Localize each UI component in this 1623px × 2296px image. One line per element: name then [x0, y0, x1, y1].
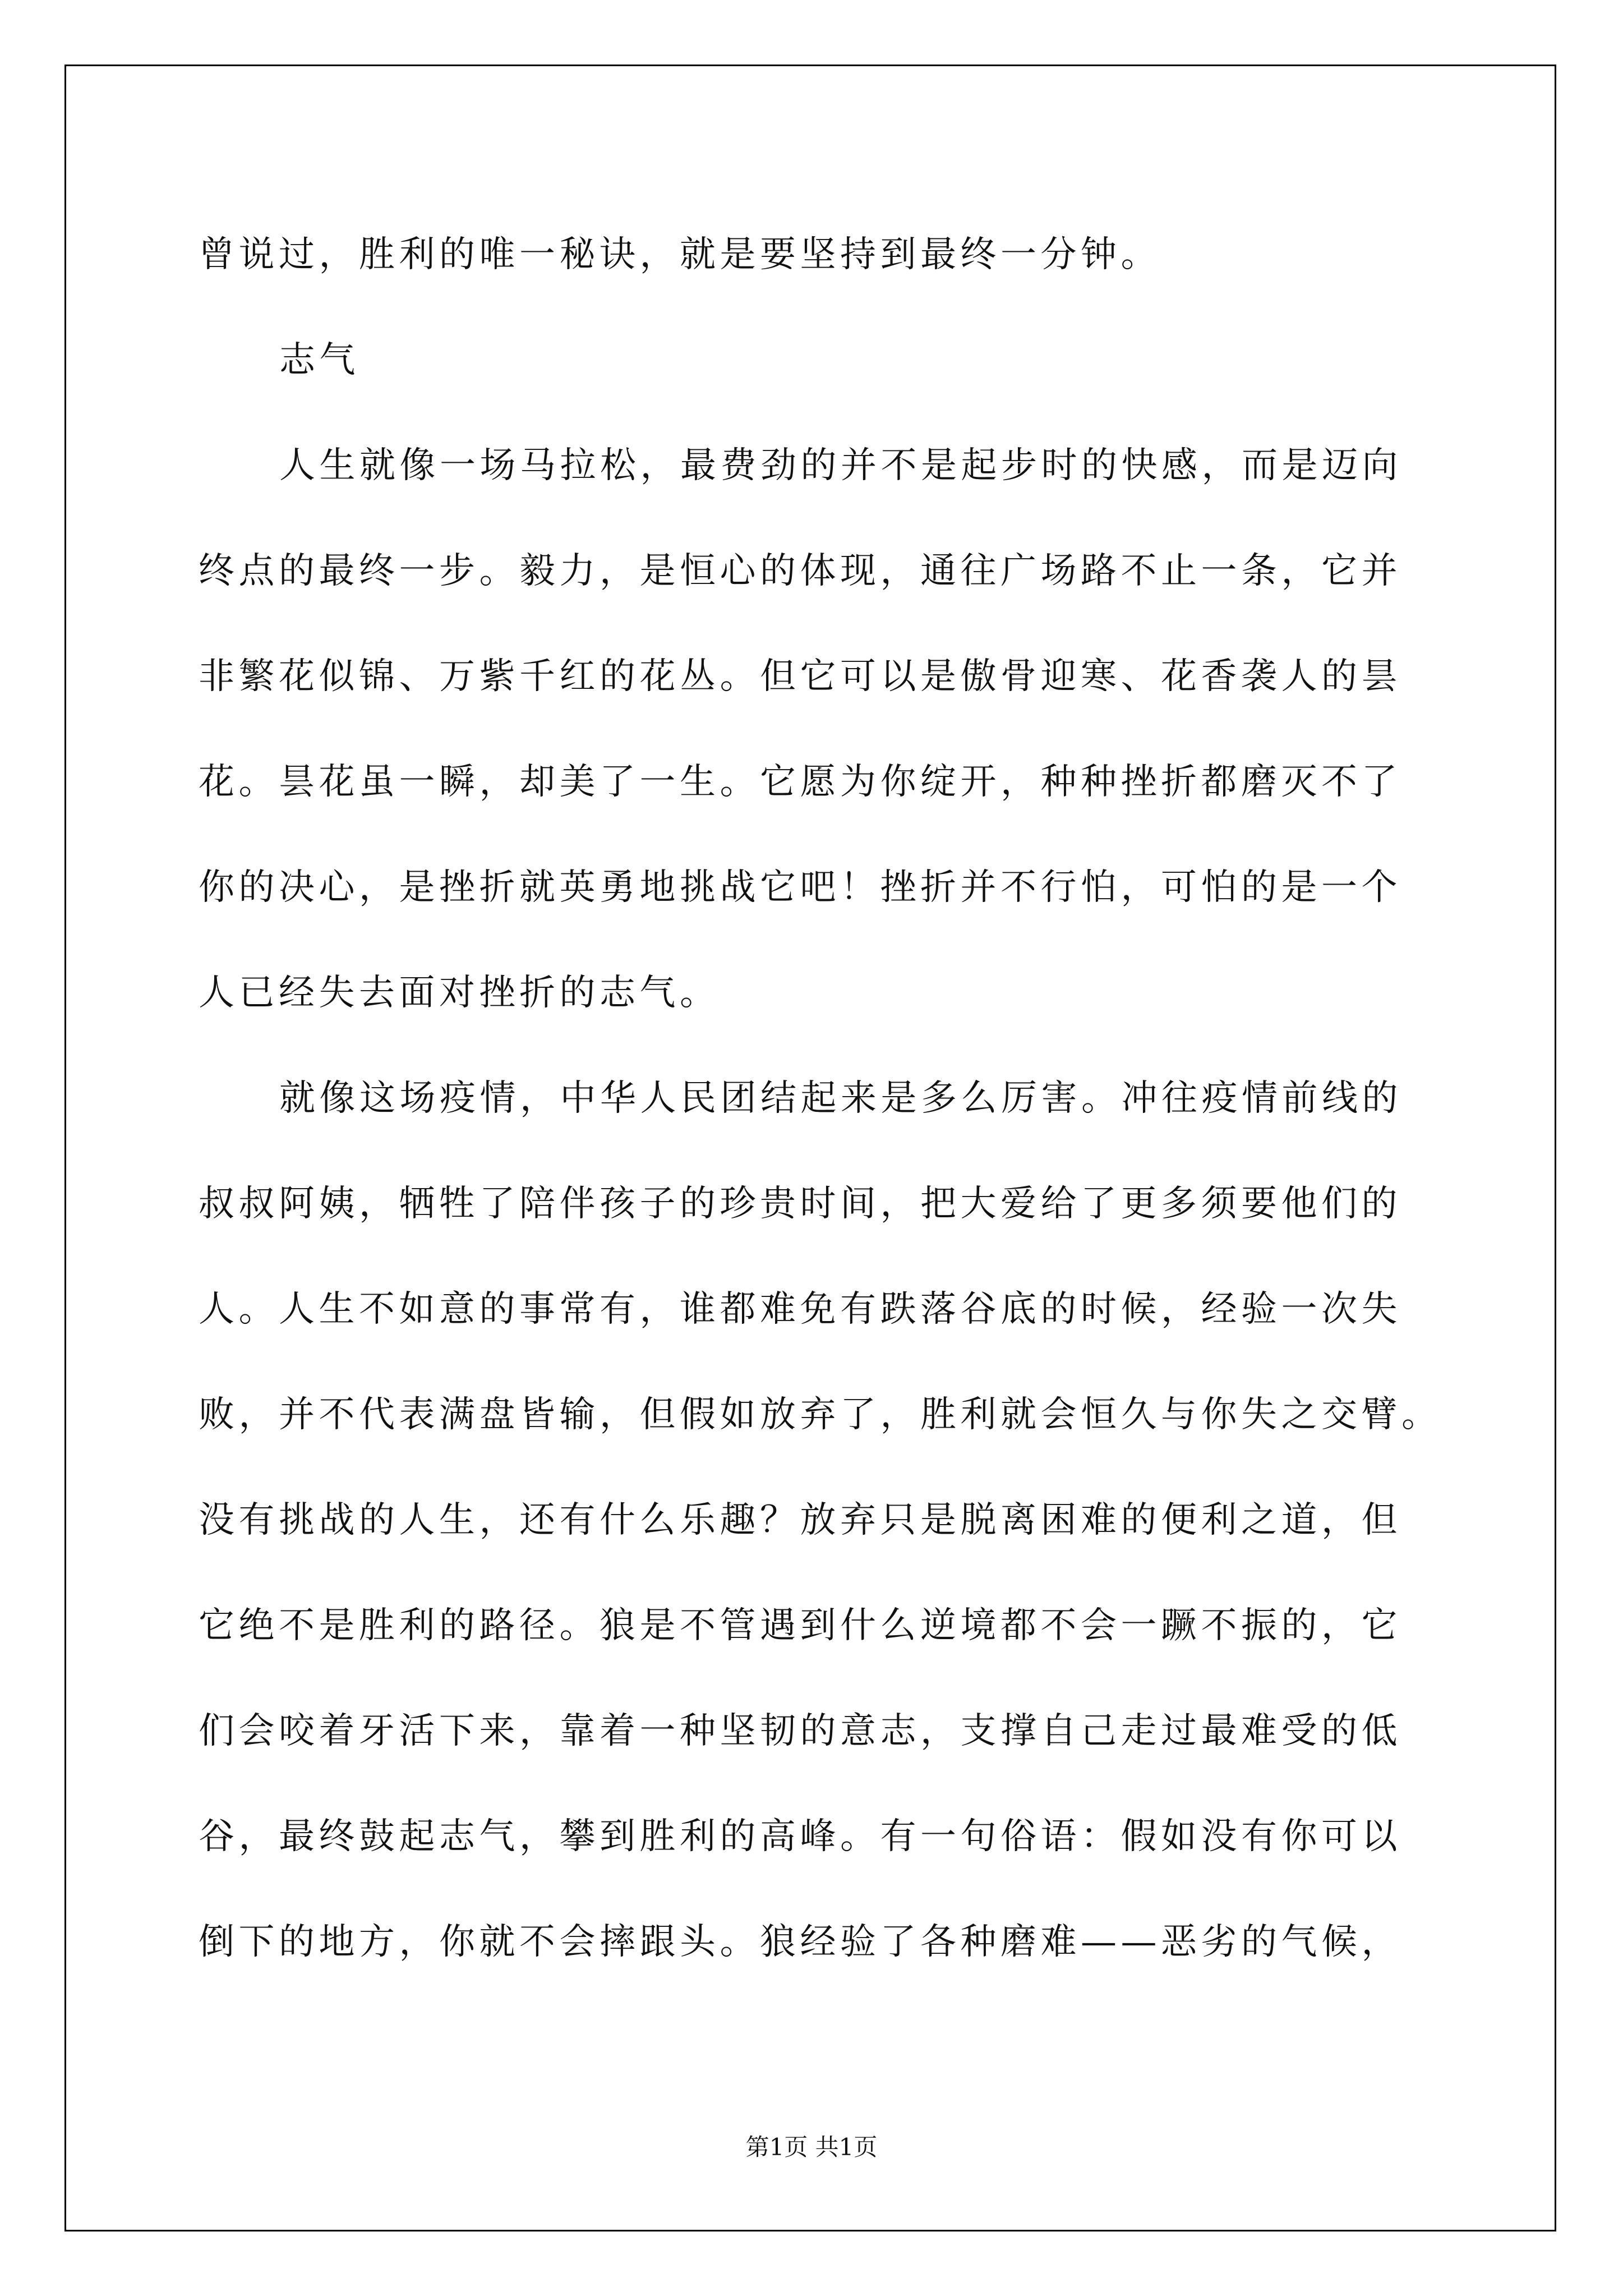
text-line: 就像这场疫情，中华人民团结起来是多么厉害。冲往疫情前线的 — [279, 1078, 1402, 1119]
text-line: 败，并不代表满盘皆输，但假如放弃了，胜利就会恒久与你失之交臂。 — [199, 1394, 1442, 1435]
text-line: 叔叔阿姨，牺牲了陪伴孩子的珍贵时间，把大爱给了更多须要他们的 — [199, 1183, 1401, 1225]
document-body — [199, 202, 1442, 1995]
text-line: 你的决心，是挫折就英勇地挑战它吧！挫折并不行怕，可怕的是一个 — [199, 867, 1401, 908]
text-line: 花。昙花虽一瞬，却美了一生。它愿为你绽开，种种挫折都磨灭不了 — [199, 761, 1401, 803]
text-line: 们会咬着牙活下来，靠着一种坚韧的意志，支撑自己走过最难受的低 — [199, 1710, 1401, 1752]
text-line: 非繁花似锦、万紫千红的花丛。但它可以是傲骨迎寒、花香袭人的昙 — [199, 656, 1401, 697]
section-heading: 志气 — [279, 339, 359, 381]
text-line: 它绝不是胜利的路径。狼是不管遇到什么逆境都不会一蹶不振的，它 — [199, 1605, 1401, 1646]
text-line: 没有挑战的人生，还有什么乐趣？放弃只是脱离困难的便利之道，但 — [199, 1499, 1401, 1541]
text-line: 人生就像一场马拉松，最费劲的并不是起步时的快感，而是迈向 — [279, 445, 1402, 486]
text-line: 终点的最终一步。毅力，是恒心的体现，通往广场路不止一条，它并 — [199, 550, 1401, 592]
text-line: 谷，最终鼓起志气，攀到胜利的高峰。有一句俗语：假如没有你可以 — [199, 1816, 1401, 1857]
text-line: 人已经失去面对挫折的志气。 — [199, 972, 720, 1014]
text-line: 人。人生不如意的事常有，谁都难免有跌落谷底的时候，经验一次失 — [199, 1289, 1401, 1330]
text-line: 倒下的地方，你就不会摔跟头。狼经验了各种磨难——恶劣的气候， — [199, 1921, 1401, 1963]
text-line: 曾说过，胜利的唯一秘诀，就是要坚持到最终一分钟。 — [199, 234, 1161, 275]
page-number-footer: 第1页 共1页 — [745, 2133, 878, 2161]
